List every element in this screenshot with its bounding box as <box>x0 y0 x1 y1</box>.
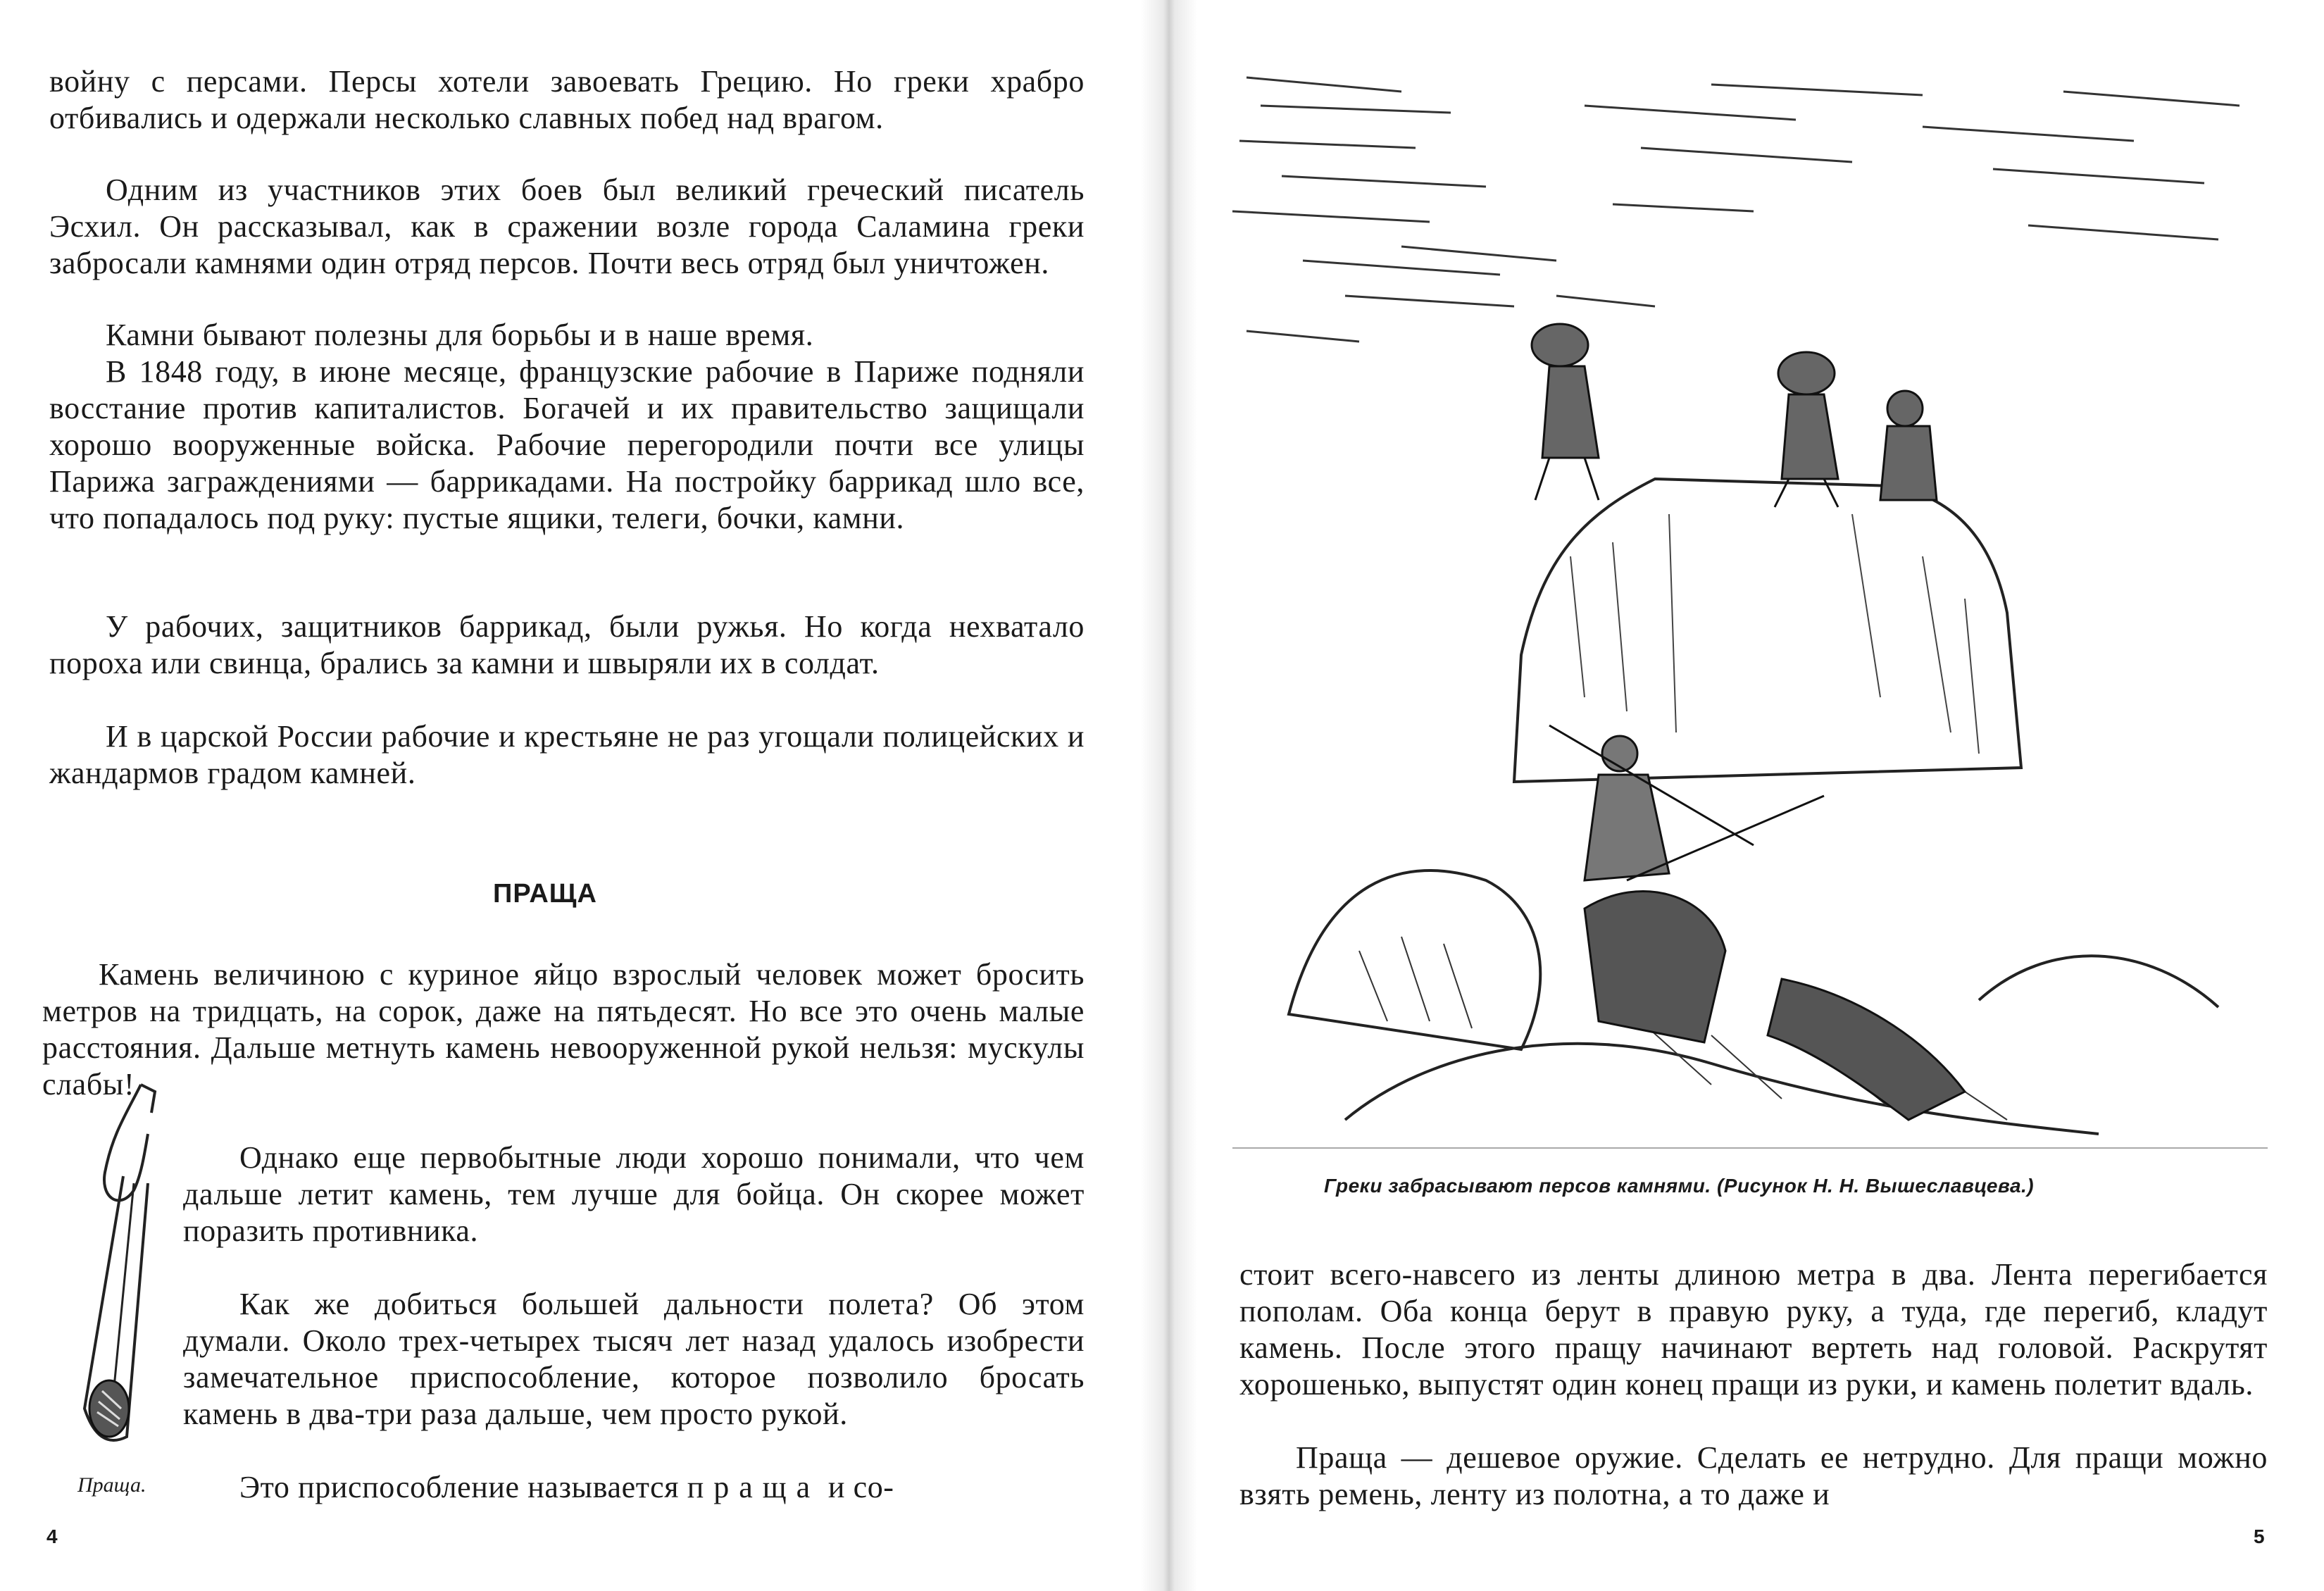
paragraph-primitive-people: Однако еще первобытные люди хорошо понимали, что чем дальше летит камень, тем лучше для бойца. Он скорее может поразить противника. <box>183 1140 1085 1248</box>
page-number-right: 5 <box>2254 1526 2265 1547</box>
left-page <box>0 0 1141 1591</box>
paragraph-aeschylus: Одним из участников этих боев был великий греческий писатель Эсхил. Он рассказывал, как в сражении возле города Саламина греки забросали камнями один отряд персов. Почти весь отряд был уничтожен. <box>49 173 1085 280</box>
paragraph-stone-throw-top <box>42 956 1085 1103</box>
paragraph-barricade-defenders: У рабочих, защитников баррикад, были ружья. Но когда нехватало пороха или свинца, брались за камни и швыряли их в солдат. <box>49 609 1085 680</box>
sling-intro-text: Это приспособление называется <box>239 1470 680 1504</box>
sling-continuation: и со- <box>827 1470 894 1504</box>
paragraph-persian-war: войну с персами. Персы хотели завоевать Грецию. Но греки храбро отбивались и одержали несколько славных побед над врагом. <box>49 64 1085 135</box>
sling-term: праща <box>687 1470 820 1504</box>
paragraph-stones-today: Камни бывают полезны для борьбы и в наше время. <box>106 318 814 352</box>
paragraph-tsarist-russia: И в царской России рабочие и крестьяне не раз угощали полицейских и жандармов градом камней. <box>49 719 1085 790</box>
paragraph-sling-description: стоит всего-навсего из ленты длиною метра в два. Лента перегибается пополам. Оба конца берут в правую руку, а туда, где перегиб, кладут камень. После этого пращу начинают вертеть над головой. Раскрутят хорошенько, выпустят один конец пращи из руки, и камень полетит вдаль. <box>1239 1257 2268 1402</box>
sling-drawing <box>56 1071 197 1465</box>
illustration-caption: Греки забрасывают персов камнями. (Рисунок Н. Н. Вышеславцева.) <box>1324 1175 2035 1197</box>
page-number-left: 4 <box>46 1526 58 1547</box>
greeks-stoning-persians-illustration <box>1218 63 2275 1162</box>
book-gutter <box>1141 0 1197 1591</box>
paragraph-range-question: Как же добиться большей дальности полета? Об этом думали. Около трех-четырех тысяч лет назад удалось изобрести замечательное приспособление, которое позволило бросать камень в два-три раза дальше, чем просто рукой. <box>183 1287 1085 1431</box>
section-heading-sling: ПРАЩА <box>493 879 597 909</box>
paragraph-paris-1848: В 1848 году, в июне месяце, французские рабочие в Париже подняли восстание против капиталистов. Богачей и их правительство защищали хорошо вооруженные войска. Рабочие перегородили почти все улицы Парижа заграждениями — баррикадами. На постройку баррикад шло все, что попадалось под руку: пустые ящики, телеги, бочки, камни. <box>49 354 1085 535</box>
sling-paragraph-text: Камень величиною с куриное яйцо взрослый человек может бросить метров на тридцать, на сорок, даже на пятьдесят. Но все это очень малые расстояния. Дальше метнуть камень невооруженной рукой нельзя: мускулы слабы! <box>42 957 1085 1102</box>
paragraph-sling-name <box>183 1469 1085 1506</box>
sling-caption: Праща. <box>77 1473 146 1497</box>
paragraph-cheap-weapon: Праща — дешевое оружие. Сделать ее нетрудно. Для пращи можно взять ремень, ленту из полотна, а то даже и <box>1239 1440 2268 1511</box>
